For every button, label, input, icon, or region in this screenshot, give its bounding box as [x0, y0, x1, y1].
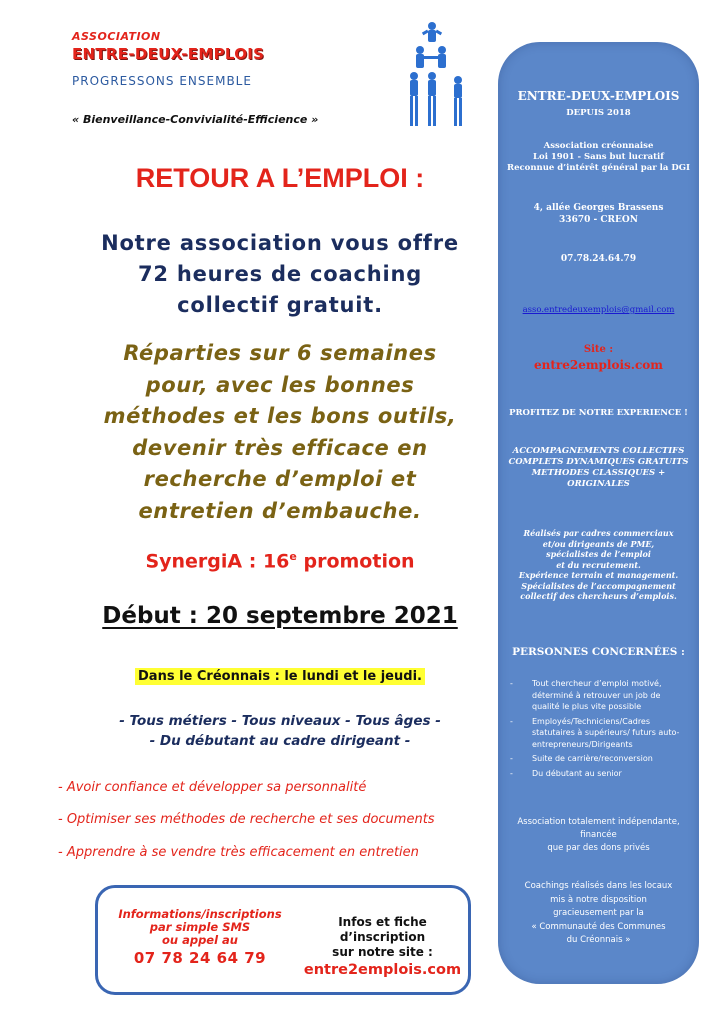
- panel-legal: [503, 141, 694, 174]
- panel-coaching-line: « Communauté des Communes: [531, 921, 666, 932]
- panel-coaches-line: Expérience terrain et management.: [518, 570, 679, 580]
- list-item: - Suite de carrière/reconversion: [508, 753, 690, 765]
- panel-title: ENTRE-DEUX-EMPLOIS: [517, 89, 680, 103]
- detail-line: recherche d’emploi et: [143, 467, 417, 491]
- audience-line: - Tous métiers - Tous niveaux - Tous âges -: [119, 713, 441, 729]
- panel-legal-line: Loi 1901 - Sans but lucratif: [533, 152, 664, 162]
- human-pyramid-icon: [402, 20, 472, 130]
- panel-independent: [503, 816, 694, 855]
- benefit-item: - Apprendre à se vendre très efficacement en entretien: [58, 845, 419, 860]
- contact-sms: [100, 908, 300, 967]
- detail-line: pour, avec les bonnes: [145, 372, 415, 397]
- panel-coaches-line: Spécialistes de l’accompagnement: [521, 580, 676, 591]
- audience-text: [60, 711, 500, 751]
- panel-since: DEPUIS 2018: [566, 108, 631, 118]
- offer-line: Notre association vous offre: [101, 231, 459, 255]
- panel-legal-line: Reconnue d’intérêt général par la DGI: [507, 163, 690, 173]
- list-item: - Du débutant au senior: [508, 768, 690, 780]
- offer-line: 72 heures de coaching: [137, 262, 423, 286]
- start-date: Début : 20 septembre 2021: [102, 603, 458, 629]
- panel-accomp-line: ACCOMPAGNEMENTS COLLECTIFS: [512, 446, 685, 456]
- panel-phone[interactable]: 07.78.24.64.79: [560, 254, 637, 264]
- association-name: ENTRE-DEUX-EMPLOIS: [72, 45, 265, 63]
- details-text: [30, 338, 530, 527]
- panel-coaching-line: mis à notre disposition: [550, 894, 647, 905]
- association-label: ASSOCIATION: [72, 30, 161, 43]
- contact-sms-line: par simple SMS: [149, 920, 251, 934]
- panel-coaching-line: du Créonnais »: [566, 935, 631, 945]
- panel-coaches-line: et/ou dirigeants de PME,: [542, 538, 655, 549]
- panel-coaches-line: spécialistes de l’emploi: [546, 549, 651, 559]
- panel-coaches-line: et du recrutement.: [556, 559, 641, 570]
- detail-line: Réparties sur 6 semaines: [123, 341, 437, 365]
- contact-phone[interactable]: 07 78 24 64 79: [133, 949, 267, 967]
- panel-email-link[interactable]: asso.entredeuxemplois@gmail.com: [522, 305, 675, 315]
- audience-line: - Du débutant au cadre dirigeant -: [149, 733, 411, 749]
- panel-independent-line: que par des dons privés: [547, 843, 650, 853]
- panel-site-label: Site :: [583, 344, 614, 355]
- location-highlight: Dans le Créonnais : le lundi et le jeudi.: [135, 668, 425, 685]
- promotion-name: SynergiA : 16: [145, 550, 290, 573]
- offer-text: [40, 228, 520, 321]
- panel-coaches-line: Réalisés par cadres commerciaux: [523, 528, 674, 538]
- offer-line: collectif gratuit.: [177, 293, 383, 317]
- contact-sms-line: ou appel au: [161, 933, 238, 947]
- detail-line: méthodes et les bons outils,: [103, 404, 457, 428]
- contact-site-line: Infos et fiche: [338, 915, 427, 929]
- panel-independent-line: financée: [580, 830, 617, 840]
- panel-address: [503, 202, 694, 226]
- panel-address-line: 4, allée Georges Brassens: [533, 203, 664, 213]
- list-item: - Tout chercheur d’emploi motivé, déterminé à retrouver un job de qualité le plus vite possible: [508, 678, 690, 713]
- panel-legal-line: Association créonnaise: [543, 141, 654, 151]
- panel-coaching-line: gracieusement par la: [553, 908, 644, 918]
- panel-independent-line: Association totalement indépendante,: [517, 817, 680, 827]
- panel-site-link[interactable]: entre2emplois.com: [534, 358, 663, 372]
- panel-coaching-line: Coachings réalisés dans les locaux: [524, 881, 673, 891]
- panel-accompaniment: [503, 446, 694, 490]
- panel-coaches: [503, 528, 694, 602]
- contact-site-line: d’inscription: [339, 930, 426, 944]
- contact-site: [300, 915, 465, 978]
- list-item: - Employés/Techniciens/Cadres statutaires à supérieurs/ futurs auto-entrepreneurs/Dirigeants: [508, 716, 690, 751]
- promotion-suffix: promotion: [296, 550, 415, 573]
- benefit-item: - Optimiser ses méthodes de recherche et ses documents: [58, 812, 435, 827]
- detail-line: devenir très efficace en: [132, 435, 428, 460]
- contact-site-line: sur notre site :: [332, 945, 433, 959]
- motto: « Bienveillance-Convivialité-Efficience »: [72, 113, 319, 126]
- detail-line: entretien d’embauche.: [138, 498, 422, 523]
- panel-accomp-line: COMPLETS DYNAMIQUES GRATUITS: [508, 457, 689, 467]
- panel-coaching-location: [503, 880, 694, 948]
- promotion-ordinal: e: [289, 550, 297, 563]
- tagline: PROGRESSONS ENSEMBLE: [72, 74, 252, 88]
- promotion-label: [60, 550, 500, 572]
- panel-coaches-line: collectif des chercheurs d’emplois.: [520, 591, 677, 601]
- location-row: [80, 665, 480, 684]
- contact-site-link[interactable]: entre2emplois.com: [303, 962, 462, 978]
- benefit-item: - Avoir confiance et développer sa personnalité: [58, 780, 367, 795]
- contact-sms-line: Informations/inscriptions: [118, 907, 282, 921]
- panel-accomp-line: ORIGINALES: [567, 479, 630, 489]
- panel-persons-title: PERSONNES CONCERNÉES :: [512, 646, 685, 658]
- headline: RETOUR A L’EMPLOI :: [135, 163, 425, 193]
- panel-address-line: 33670 - CREON: [559, 215, 638, 225]
- panel-persons-list: [508, 678, 690, 782]
- panel-experience: PROFITEZ DE NOTRE EXPERIENCE !: [509, 408, 688, 418]
- panel-accomp-line: METHODES CLASSIQUES +: [531, 468, 666, 478]
